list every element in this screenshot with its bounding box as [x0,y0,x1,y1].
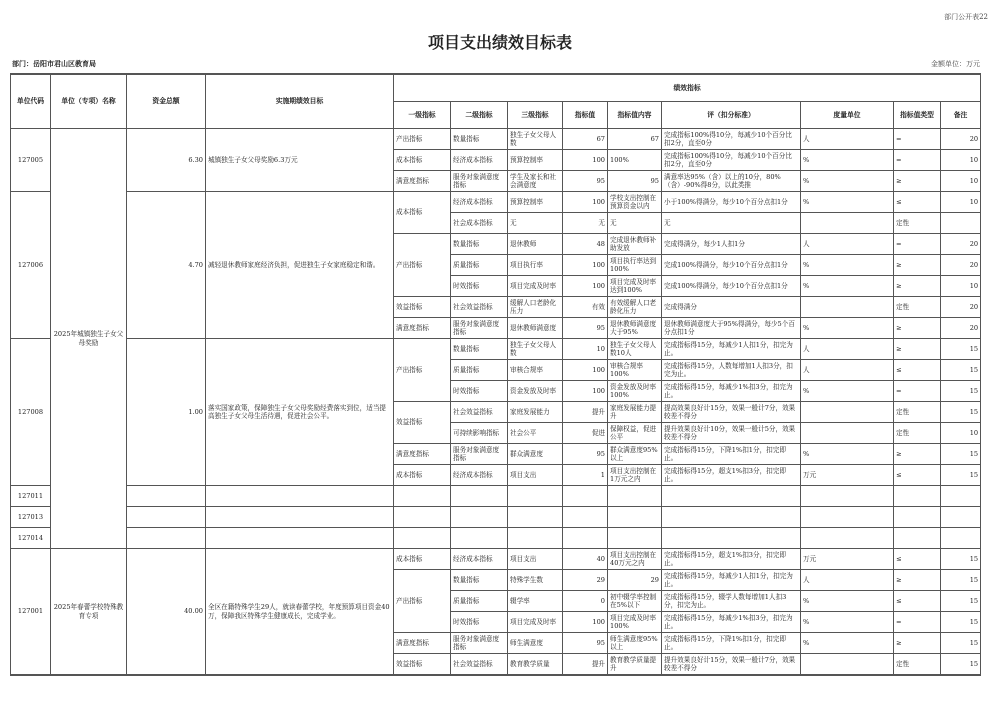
level1-indicator: 成本指标 [394,192,451,234]
table-row [11,129,981,150]
scoring-standard: 提高效果良好计15分，效果一般计7分，效果较差不得分 [662,402,801,423]
value-content: 67 [608,129,662,150]
measure-unit: 人 [801,360,894,381]
level3: 审核合规率 [508,360,563,381]
value-type: ≤ [894,549,941,570]
scoring-standard: 小于100%得满分，每少10个百分点扣1分 [662,192,801,213]
measure-unit: % [801,591,894,612]
value: 100 [563,381,608,402]
project-name: 2025年城镇独生子女父母奖励 [51,129,127,549]
value-content [608,507,662,528]
level1-indicator: 成本指标 [394,150,451,171]
value-type: ≤ [894,192,941,213]
table-row [11,192,981,213]
page-title: 项目支出绩效目标表 [427,33,572,52]
performance-goal: 全区在籍特殊学生29人，就读春蕾学校，年度预算项目资金40万，保障我区特殊学生健康成长，完成学业。 [206,549,394,676]
value-content: 项目完成及时率达到100% [608,276,662,297]
remark: 15 [941,633,981,654]
unit-code: 127005 [11,129,51,192]
header-unit-code: 单位代码 [11,74,51,129]
value-content: 项目执行率达到100% [608,255,662,276]
value: 0 [563,591,608,612]
performance-table [10,73,981,676]
value: 100 [563,255,608,276]
remark [941,528,981,549]
level3: 社会公平 [508,423,563,444]
value-type: = [894,150,941,171]
remark: 10 [941,276,981,297]
unit-code: 127001 [11,549,51,676]
performance-goal: 减轻退休教师家庭经济负担，促进独生子女家庭稳定和谐。 [206,192,394,339]
level2: 时效指标 [451,381,508,402]
measure-unit: 万元 [801,549,894,570]
level3: 项目完成及时率 [508,612,563,633]
level2: 数量指标 [451,234,508,255]
scoring-standard: 退休教师满意度大于95%得满分，每少5个百分点扣1分 [662,318,801,339]
level1-indicator: 产出指标 [394,129,451,150]
header-value-type: 指标值类型 [894,102,941,129]
performance-goal [206,528,394,549]
performance-goal [206,507,394,528]
remark [941,507,981,528]
currency-unit-label: 金额单位：万元 [931,60,980,68]
measure-unit [801,528,894,549]
remark: 20 [941,255,981,276]
remark: 15 [941,612,981,633]
level3: 项目支出 [508,465,563,486]
header-goal: 实施期绩效目标 [206,74,394,129]
level1-indicator [394,507,451,528]
level3: 辍学率 [508,591,563,612]
level3: 群众满意度 [508,444,563,465]
level2 [451,486,508,507]
value-content: 审核合规率100% [608,360,662,381]
value-content: 初中辍学率控制在5%以下 [608,591,662,612]
value-type: ≥ [894,171,941,192]
remark: 15 [941,444,981,465]
measure-unit: % [801,444,894,465]
value-content [608,486,662,507]
value-type: 定性 [894,213,941,234]
level2: 可持续影响指标 [451,423,508,444]
level2: 经济成本指标 [451,549,508,570]
scoring-standard: 完成指标得15分，下降1%扣1分，扣完即止。 [662,633,801,654]
scoring-standard: 无 [662,213,801,234]
measure-unit: 人 [801,339,894,360]
level2: 数量指标 [451,129,508,150]
scoring-standard: 完成指标得15分，人数每增加1人扣3分，扣完为止。 [662,360,801,381]
remark: 15 [941,360,981,381]
remark: 15 [941,654,981,676]
value: 95 [563,444,608,465]
header-scoring-standard: 评（扣分标准） [662,102,801,129]
value-content: 项目支出控制在1万元之内 [608,465,662,486]
value-content: 95 [608,171,662,192]
value: 95 [563,633,608,654]
measure-unit [801,297,894,318]
level1-indicator: 满意度指标 [394,633,451,654]
measure-unit: 万元 [801,465,894,486]
header-measure-unit: 度量单位 [801,102,894,129]
unit-code: 127008 [11,339,51,486]
value-type: = [894,381,941,402]
measure-unit: % [801,150,894,171]
value-type: ≥ [894,570,941,591]
level1-indicator: 效益指标 [394,402,451,444]
value-content: 资金发放及时率100% [608,381,662,402]
remark: 20 [941,318,981,339]
level1-indicator: 成本指标 [394,465,451,486]
level1-indicator: 产出指标 [394,339,451,402]
level1-indicator: 效益指标 [394,654,451,676]
value-type: 定性 [894,654,941,676]
scoring-standard [662,528,801,549]
level2: 社会效益指标 [451,402,508,423]
header-unit-name: 单位（专项）名称 [51,74,127,129]
level2: 服务对象满意度指标 [451,444,508,465]
value: 100 [563,612,608,633]
value-type: ≥ [894,444,941,465]
level3: 资金发放及时率 [508,381,563,402]
value-content: 教育教学质量提升 [608,654,662,676]
measure-unit: % [801,255,894,276]
table-number: 部门公开表22 [944,13,988,21]
scoring-standard: 完成得满分 [662,297,801,318]
performance-goal: 落实国家政策，保障独生子女父母奖励经费落实到位，适当提高独生子女父母生活待遇，促进社会公平。 [206,339,394,486]
value: 100 [563,192,608,213]
level2: 质量指标 [451,255,508,276]
level3: 退休教师 [508,234,563,255]
value [563,486,608,507]
level3 [508,507,563,528]
unit-code: 127013 [11,507,51,528]
table-row [11,528,981,549]
scoring-standard: 完成指标得15分，超支1%扣3分，扣完即止。 [662,549,801,570]
value: 95 [563,318,608,339]
value-content: 29 [608,570,662,591]
level3: 学生及家长和社会满意度 [508,171,563,192]
measure-unit: % [801,192,894,213]
level3: 家庭发展能力 [508,402,563,423]
value: 100 [563,360,608,381]
scoring-standard [662,507,801,528]
value-type: ≥ [894,318,941,339]
scoring-standard: 完成指标得15分，每减少1%扣3分，扣完为止。 [662,381,801,402]
level1-indicator [394,528,451,549]
header-level3: 三级指标 [508,102,563,129]
scoring-standard: 完成指标得15分，超支1%扣3分，扣完即止。 [662,465,801,486]
header-value: 指标值 [563,102,608,129]
level3: 项目完成及时率 [508,276,563,297]
value [563,528,608,549]
value-content: 师生满意度95%以上 [608,633,662,654]
value-type: ≤ [894,360,941,381]
level3: 退休教师满意度 [508,318,563,339]
measure-unit [801,213,894,234]
level1-indicator: 产出指标 [394,570,451,633]
value: 29 [563,570,608,591]
scoring-standard: 完成指标100%得10分，每减少10个百分比扣2分，直至0分 [662,129,801,150]
remark: 20 [941,129,981,150]
value-content: 保障权益，促进公平 [608,423,662,444]
scoring-standard [662,486,801,507]
value: 40 [563,549,608,570]
value-content: 无 [608,213,662,234]
scoring-standard: 完成指标得15分，每减少1人扣1分，扣完为止。 [662,339,801,360]
scoring-standard: 完成指标得15分，下降1%扣1分，扣完即止。 [662,444,801,465]
level2: 数量指标 [451,570,508,591]
remark: 20 [941,234,981,255]
remark: 10 [941,171,981,192]
header-value-content: 指标值内容 [608,102,662,129]
level3: 项目执行率 [508,255,563,276]
level1-indicator: 满意度指标 [394,171,451,192]
value-type [894,486,941,507]
unit-code: 127014 [11,528,51,549]
value-type: ≥ [894,339,941,360]
level3: 教育教学质量 [508,654,563,676]
value-type: = [894,612,941,633]
level2: 社会成本指标 [451,213,508,234]
remark: 15 [941,465,981,486]
level1-indicator: 成本指标 [394,549,451,570]
funds-total: 1.00 [127,339,206,486]
level2 [451,528,508,549]
remark: 10 [941,192,981,213]
scoring-standard: 完成指标得15分，每减少1%扣3分，扣完为止。 [662,612,801,633]
level3: 无 [508,213,563,234]
remark: 15 [941,402,981,423]
value-type: ≥ [894,633,941,654]
value-content: 学校支出控制在预算资金以内 [608,192,662,213]
measure-unit: % [801,381,894,402]
level2: 社会效益指标 [451,654,508,676]
remark: 20 [941,297,981,318]
value-content: 项目完成及时率100% [608,612,662,633]
level1-indicator: 效益指标 [394,297,451,318]
scoring-standard: 提升效果良好计10分，效果一般计5分，效果较差不得分 [662,423,801,444]
remark: 10 [941,423,981,444]
remark [941,486,981,507]
table-row [11,486,981,507]
value: 提升 [563,402,608,423]
funds-total [127,486,206,507]
level3: 预算控制率 [508,192,563,213]
level2: 时效指标 [451,276,508,297]
measure-unit: 人 [801,570,894,591]
level3: 师生满意度 [508,633,563,654]
unit-code: 127011 [11,486,51,507]
remark: 15 [941,570,981,591]
project-name: 2025年春蕾学校特殊教育专项 [51,549,127,676]
value-content: 完成退休教师补助发放 [608,234,662,255]
value: 100 [563,276,608,297]
level2: 数量指标 [451,339,508,360]
measure-unit [801,423,894,444]
value: 1 [563,465,608,486]
value-type: ≤ [894,591,941,612]
level3 [508,486,563,507]
remark: 10 [941,150,981,171]
table-row [11,507,981,528]
scoring-standard: 完成100%得满分，每少10个百分点扣1分 [662,255,801,276]
measure-unit: % [801,276,894,297]
measure-unit: 人 [801,234,894,255]
value-content: 独生子女父母人数10人 [608,339,662,360]
remark [941,213,981,234]
value-type: = [894,129,941,150]
value: 10 [563,339,608,360]
measure-unit [801,654,894,676]
level1-indicator: 满意度指标 [394,444,451,465]
level3: 缓解人口老龄化压力 [508,297,563,318]
measure-unit [801,486,894,507]
level1-indicator [394,486,451,507]
scoring-standard: 完成得满分，每少1人扣1分 [662,234,801,255]
value-content: 退休教师满意度大于95% [608,318,662,339]
measure-unit: % [801,633,894,654]
level3 [508,528,563,549]
level2: 社会效益指标 [451,297,508,318]
remark: 15 [941,591,981,612]
measure-unit: % [801,171,894,192]
header-performance: 绩效指标 [394,74,981,102]
funds-total [127,507,206,528]
value-type: 定性 [894,402,941,423]
remark: 15 [941,339,981,360]
level2: 时效指标 [451,612,508,633]
level3: 项目支出 [508,549,563,570]
header-funds: 资金总额 [127,74,206,129]
level2: 经济成本指标 [451,150,508,171]
level3: 特殊学生数 [508,570,563,591]
level1-indicator: 满意度指标 [394,318,451,339]
remark: 15 [941,381,981,402]
value-type: ≥ [894,255,941,276]
measure-unit: 人 [801,129,894,150]
level2: 质量指标 [451,591,508,612]
funds-total [127,528,206,549]
performance-goal: 城镇独生子女父母奖励6.3万元 [206,129,394,192]
level3: 独生子女父母人数 [508,339,563,360]
level1-indicator: 产出指标 [394,234,451,297]
value: 提升 [563,654,608,676]
value: 无 [563,213,608,234]
level2 [451,507,508,528]
measure-unit: % [801,612,894,633]
value: 促进 [563,423,608,444]
value: 有效 [563,297,608,318]
level2: 质量指标 [451,360,508,381]
funds-total: 40.00 [127,549,206,676]
level3: 预算控制率 [508,150,563,171]
value-type: ≥ [894,276,941,297]
department-label: 部门：岳阳市君山区教育局 [12,59,96,68]
level2: 服务对象满意度指标 [451,633,508,654]
value: 100 [563,150,608,171]
level3: 独生子女父母人数 [508,129,563,150]
funds-total: 4.70 [127,192,206,339]
header-level1: 一级指标 [394,102,451,129]
scoring-standard: 完成指标得15分，每减少1人扣1分，扣完为止。 [662,570,801,591]
value-type [894,507,941,528]
level2: 服务对象满意度指标 [451,171,508,192]
table-row [11,549,981,570]
scoring-standard: 完成100%得满分，每少10个百分点扣1分 [662,276,801,297]
value: 95 [563,171,608,192]
value-content: 群众满意度95%以上 [608,444,662,465]
value-content: 家庭发展能力提升 [608,402,662,423]
measure-unit [801,402,894,423]
table-row [11,339,981,360]
value-type: ≤ [894,465,941,486]
value-content: 项目支出控制在40万元之内 [608,549,662,570]
level2: 经济成本指标 [451,465,508,486]
value-type [894,528,941,549]
value-type: 定性 [894,297,941,318]
scoring-standard: 满意率达95%（含）以上的10分，80%（含）-90%得8分，以此类推 [662,171,801,192]
scoring-standard: 完成指标得15分，辍学人数每增加1人扣3分，扣完为止。 [662,591,801,612]
value-type: = [894,234,941,255]
performance-goal [206,486,394,507]
value [563,507,608,528]
value-content [608,528,662,549]
header-level2: 二级指标 [451,102,508,129]
funds-total: 6.30 [127,129,206,192]
remark: 15 [941,549,981,570]
measure-unit [801,507,894,528]
header-remark: 备注 [941,102,981,129]
scoring-standard: 提升效果良好计15分，效果一般计7分，效果较差不得分 [662,654,801,676]
value-type: 定性 [894,423,941,444]
unit-code: 127006 [11,192,51,339]
value: 48 [563,234,608,255]
measure-unit: % [801,318,894,339]
value-content: 有效缓解人口老龄化压力 [608,297,662,318]
level2: 经济成本指标 [451,192,508,213]
scoring-standard: 完成指标100%得10分，每减少10个百分比扣2分，直至0分 [662,150,801,171]
value: 67 [563,129,608,150]
level2: 服务对象满意度指标 [451,318,508,339]
value-content: 100% [608,150,662,171]
